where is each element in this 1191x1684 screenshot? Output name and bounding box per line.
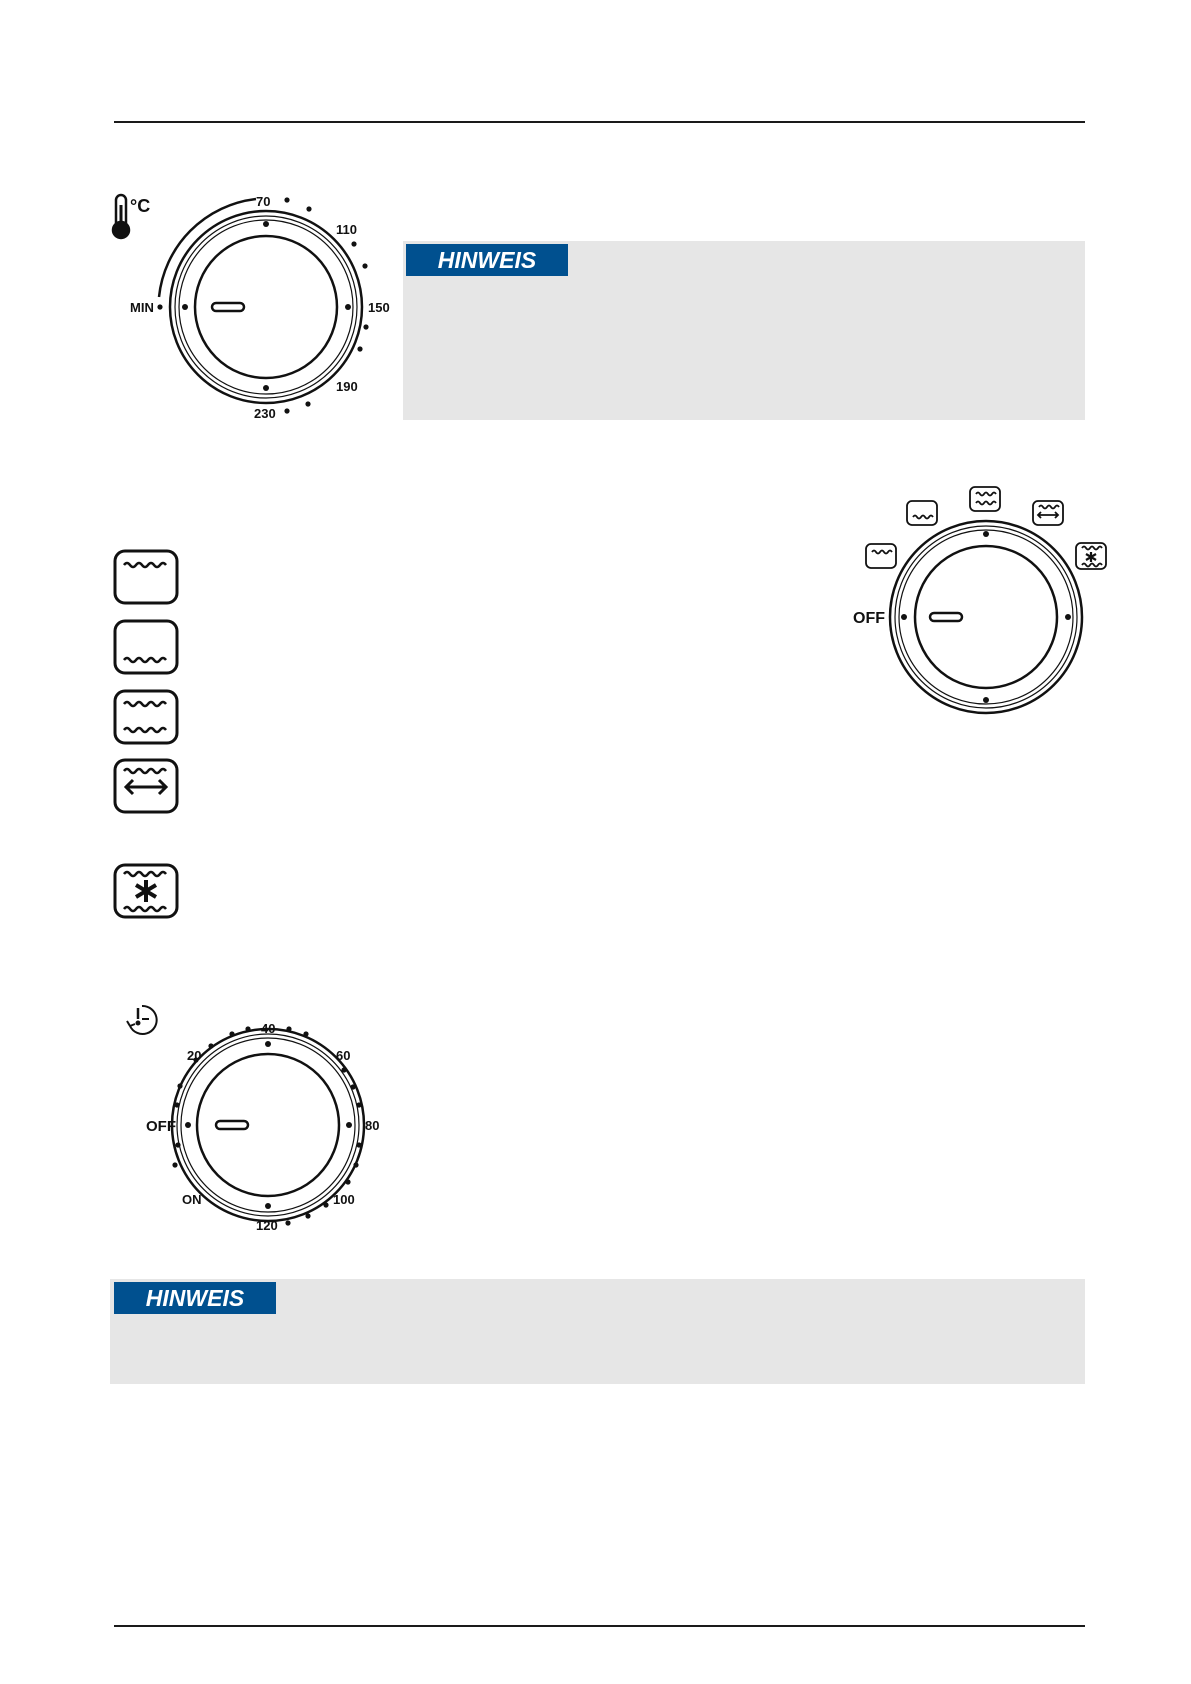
top-heat-icon bbox=[112, 548, 180, 606]
timer-icon bbox=[127, 1006, 157, 1034]
timer-label-80: 80 bbox=[365, 1118, 380, 1133]
mode-knob-indicator bbox=[930, 613, 962, 621]
fan-defrost-icon bbox=[112, 862, 180, 920]
timer-label-on: ON bbox=[182, 1192, 202, 1207]
temperature-knob-indicator bbox=[212, 303, 244, 311]
bottom-heat-icon bbox=[112, 618, 180, 676]
temperature-knob[interactable] bbox=[170, 211, 362, 403]
celsius-label: °C bbox=[130, 196, 151, 216]
temperature-dial-figure bbox=[106, 186, 402, 426]
small-convection-heat-icon bbox=[1033, 501, 1063, 525]
mode-label-off: OFF bbox=[853, 610, 885, 627]
footer-rule bbox=[114, 1625, 1085, 1627]
timer-label-120: 120 bbox=[256, 1218, 278, 1233]
temp-label-70: 70 bbox=[256, 194, 271, 209]
small-fan-defrost-icon bbox=[1076, 543, 1106, 569]
temp-label-230: 230 bbox=[254, 406, 276, 421]
timer-knob-indicator bbox=[216, 1121, 248, 1129]
temp-label-150: 150 bbox=[368, 300, 390, 315]
timer-dial-figure bbox=[110, 995, 400, 1235]
temp-label-min: MIN bbox=[130, 300, 154, 315]
small-top-heat-icon bbox=[866, 544, 896, 568]
header-rule bbox=[114, 121, 1085, 123]
small-top-bottom-heat-icon bbox=[970, 487, 1000, 511]
timer-label-60: 60 bbox=[336, 1048, 351, 1063]
timer-label-40: 40 bbox=[261, 1021, 276, 1036]
convection-heat-icon bbox=[112, 757, 180, 815]
notice-badge-bottom: HINWEIS bbox=[114, 1282, 276, 1314]
notice-badge-top: HINWEIS bbox=[406, 244, 568, 276]
mode-knob[interactable] bbox=[890, 521, 1082, 713]
small-bottom-heat-icon bbox=[907, 501, 937, 525]
timer-label-20: 20 bbox=[187, 1048, 202, 1063]
temp-label-190: 190 bbox=[336, 379, 358, 394]
timer-label-off: OFF bbox=[146, 1118, 176, 1135]
top-bottom-heat-icon bbox=[112, 688, 180, 746]
thermometer-icon bbox=[113, 195, 129, 238]
temp-label-110: 110 bbox=[336, 222, 357, 237]
timer-label-100: 100 bbox=[333, 1192, 355, 1207]
mode-dial-figure bbox=[848, 480, 1116, 720]
